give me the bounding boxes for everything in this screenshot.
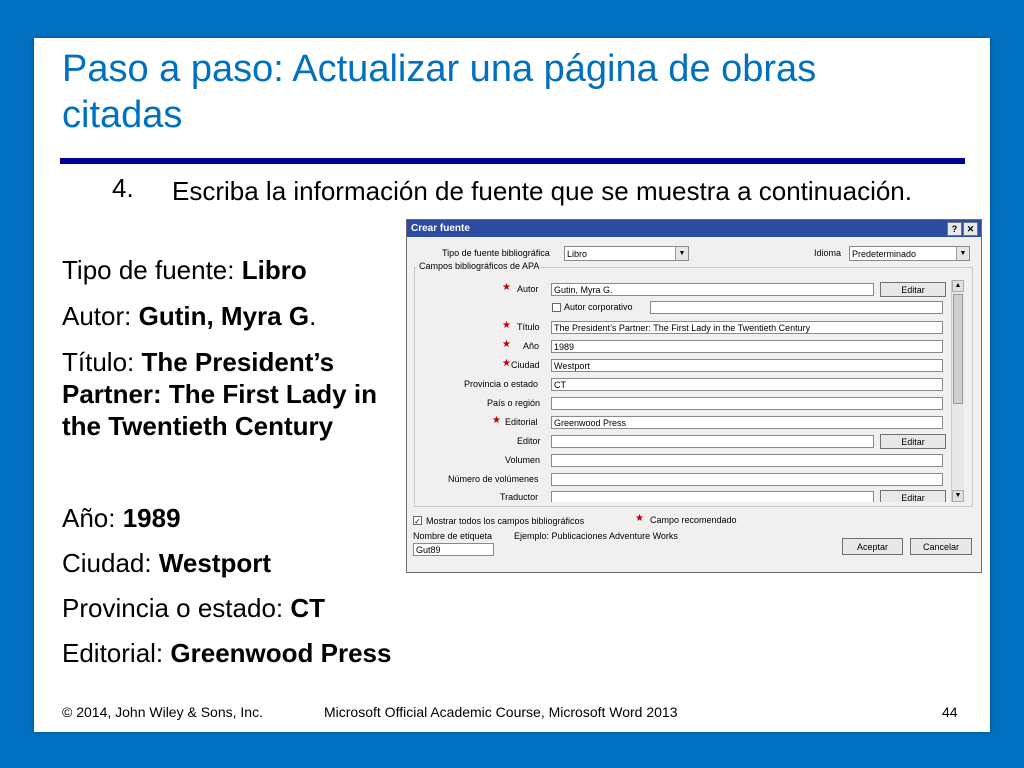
field-label-volume-count: Número de volúmenes	[448, 474, 539, 484]
field-label-volume: Volumen	[505, 455, 541, 465]
field-year	[62, 502, 181, 534]
editor-input[interactable]	[551, 435, 874, 448]
edit-author-button[interactable]: Editar	[880, 282, 946, 297]
dialog-title: Crear fuente	[411, 223, 470, 234]
translator-input[interactable]	[551, 491, 874, 502]
scroll-down-icon[interactable]: ▼	[952, 490, 964, 502]
corporate-author-checkbox[interactable]	[552, 303, 561, 312]
step-number: 4.	[112, 173, 134, 203]
field-value: Gutin, Myra G	[138, 301, 310, 331]
footer-copyright: © 2014, John Wiley & Sons, Inc.	[62, 704, 263, 720]
field-label: Ciudad:	[62, 548, 159, 578]
field-label-translator: Traductor	[500, 492, 539, 502]
language-label: Idioma	[814, 248, 842, 258]
field-label-corporate-author: Autor corporativo	[564, 302, 633, 312]
edit-translator-button[interactable]: Editar	[880, 490, 946, 502]
field-label: Provincia o estado:	[62, 593, 291, 623]
field-label-editor: Editor	[517, 436, 541, 446]
edit-editor-button[interactable]: Editar	[880, 434, 946, 449]
required-star-icon: ★	[502, 358, 511, 369]
field-label: Año:	[62, 503, 123, 533]
field-value: Greenwood Press	[170, 638, 392, 668]
field-label-city: Ciudad	[511, 360, 540, 370]
source-type-select[interactable]	[564, 246, 689, 261]
show-all-fields-checkbox[interactable]: ✓	[414, 517, 421, 526]
field-suffix: .	[309, 301, 317, 331]
dialog-titlebar	[407, 220, 981, 237]
field-value: 1989	[122, 503, 181, 533]
field-label-year: Año	[523, 341, 540, 351]
chevron-down-icon: ▼	[956, 247, 969, 260]
required-star-icon: ★	[492, 415, 501, 426]
field-label-state: Provincia o estado	[464, 379, 539, 389]
required-star-icon: ★	[502, 320, 511, 331]
language-select[interactable]	[849, 246, 970, 261]
chevron-down-icon: ▼	[675, 247, 688, 260]
fields-scrollbar[interactable]	[951, 280, 964, 502]
slide	[34, 38, 990, 732]
field-label: Tipo de fuente:	[62, 255, 242, 285]
title-input[interactable]: The President’s Partner: The First Lady in the Twentieth Century	[551, 321, 943, 334]
field-label-title: Título	[517, 322, 540, 332]
create-source-dialog	[406, 219, 982, 573]
scroll-thumb[interactable]	[953, 294, 963, 404]
country-input[interactable]	[551, 397, 943, 410]
field-value: CT	[290, 593, 326, 623]
source-type-value: Libro	[567, 249, 588, 259]
required-star-icon: ★	[502, 282, 511, 293]
field-value: Libro	[241, 255, 307, 285]
field-publisher	[62, 637, 391, 669]
scroll-up-icon[interactable]: ▲	[952, 280, 964, 292]
footer-course: Microsoft Official Academic Course, Microsoft Word 2013	[324, 704, 678, 720]
field-value: The President’s Partner: The First Lady in the Twentieth Century	[62, 347, 377, 441]
required-star-icon: ★	[502, 339, 511, 350]
source-type-label: Tipo de fuente bibliográfica	[442, 248, 550, 258]
volume-input[interactable]	[551, 454, 943, 467]
cancel-button[interactable]: Cancelar	[910, 538, 972, 555]
tag-name-input[interactable]: Gut89	[413, 543, 494, 556]
year-input[interactable]: 1989	[551, 340, 943, 353]
field-label-country: País o región	[487, 398, 541, 408]
field-label: Título:	[62, 347, 142, 377]
author-input[interactable]: Gutin, Myra G.	[551, 283, 874, 296]
field-author	[62, 300, 316, 332]
title-divider	[60, 158, 965, 164]
slide-title: Paso a paso: Actualizar una página de obras citadas	[62, 48, 817, 136]
field-label: Editorial:	[62, 638, 171, 668]
page-number: 44	[942, 704, 958, 720]
help-button[interactable]: ?	[947, 222, 962, 236]
field-title	[62, 346, 407, 442]
apa-fields-group-label: Campos bibliográficos de APA	[419, 261, 540, 271]
tag-name-label: Nombre de etiqueta	[413, 531, 493, 541]
corporate-author-input[interactable]	[650, 301, 943, 314]
show-all-fields-label: Mostrar todos los campos bibliográficos	[426, 516, 585, 526]
field-source-type	[62, 254, 307, 286]
field-label-publisher: Editorial	[505, 417, 538, 427]
tag-example-text: Ejemplo: Publicaciones Adventure Works	[514, 531, 678, 541]
accept-button[interactable]: Aceptar	[842, 538, 903, 555]
recommended-star-icon: ★	[635, 513, 644, 524]
language-value: Predeterminado	[852, 249, 917, 259]
publisher-input[interactable]: Greenwood Press	[551, 416, 943, 429]
city-input[interactable]: Westport	[551, 359, 943, 372]
state-input[interactable]: CT	[551, 378, 943, 391]
recommended-field-legend: Campo recomendado	[650, 515, 737, 525]
field-state	[62, 592, 325, 624]
field-label-author: Autor	[517, 284, 539, 294]
translator-row-clip	[415, 490, 950, 502]
step-text: Escriba la información de fuente que se muestra a continuación.	[172, 176, 912, 206]
field-label: Autor:	[62, 301, 139, 331]
close-button[interactable]: ✕	[963, 222, 978, 236]
field-city	[62, 547, 271, 579]
field-value: Westport	[158, 548, 272, 578]
volume-count-input[interactable]	[551, 473, 943, 486]
